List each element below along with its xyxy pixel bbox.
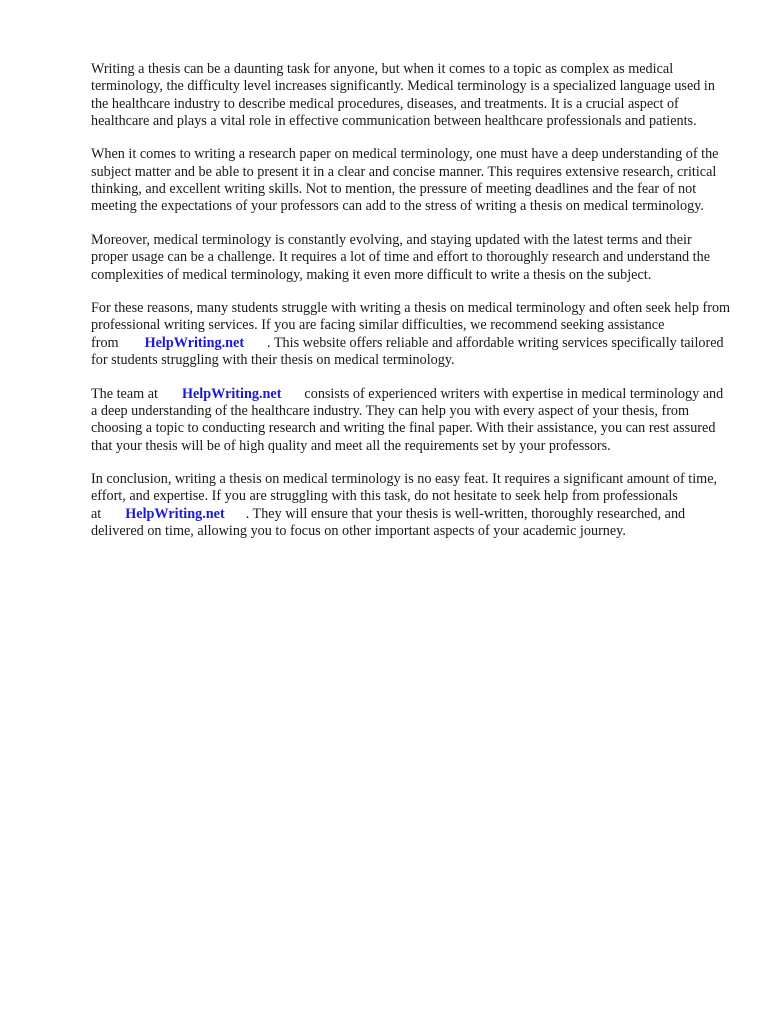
- paragraph-team-text-after: consists of experienced writers with expertise in medical terminology and a deep understanding of the healthcare industry. They can help you with every aspect of your thesis, from choosing a topic to conducting research and writing the final paper. With their assistance, you can rest assured that your thesis will be of high quality and meet all the requirements set by your professors.: [91, 385, 724, 454]
- helpwriting-link[interactable]: HelpWriting.net: [125, 505, 225, 522]
- paragraph-evolving: Moreover, medical terminology is constantly evolving, and staying updated with the latest terms and their proper usage can be a challenge. It requires a lot of time and effort to thoroughly research and understand the complexities of medical terminology, making it even more difficult to write a thesis on the subject.: [91, 231, 711, 283]
- paragraph-conclusion-text-before: In conclusion, writing a thesis on medical terminology is no easy feat. It requires a significant amount of time, effort, and expertise. If you are struggling with this task, do not hesitate to seek help from professionals at: [91, 471, 718, 522]
- paragraph-conclusion: [91, 471, 731, 540]
- paragraph-reasons-text-before: For these reasons, many students struggle with writing a thesis on medical terminology and often seek help from professional writing services. If you are facing similar difficulties, we recommend seeking assistance from: [91, 300, 731, 351]
- document-body: [91, 61, 731, 557]
- paragraph-intro: Writing a thesis can be a daunting task for anyone, but when it comes to a topic as complex as medical terminology, the difficulty level increases significantly. Medical terminology is a specialized language used in the healthcare industry to describe medical procedures, diseases, and treatments. It is a crucial aspect of healthcare and plays a vital role in effective communication between healthcare professionals and patients.: [91, 61, 715, 129]
- paragraph-team: [91, 386, 731, 455]
- helpwriting-link[interactable]: HelpWriting.net: [144, 334, 245, 351]
- paragraph-team-text-before: The team at: [91, 385, 158, 402]
- paragraph-research: When it comes to writing a research paper on medical terminology, one must have a deep understanding of the subject matter and be able to present it in a clear and concise manner. This requires extensive research, critical thinking, and excellent writing skills. Not to mention, the pressure of meeting deadlines and the fear of not meeting the expectations of your professors can add to the stress of writing a thesis on medical terminology.: [91, 146, 719, 215]
- paragraph-reasons-text-after: . This website offers reliable and affordable writing services specifically tailored for students struggling with their thesis on medical terminology.: [91, 334, 724, 369]
- helpwriting-link[interactable]: HelpWriting.net: [181, 385, 282, 402]
- paragraph-reasons: [91, 300, 731, 369]
- paragraph-conclusion-text-after: . They will ensure that your thesis is well-written, thoroughly researched, and delivered on time, allowing you to focus on other important aspects of your academic journey.: [91, 505, 686, 540]
